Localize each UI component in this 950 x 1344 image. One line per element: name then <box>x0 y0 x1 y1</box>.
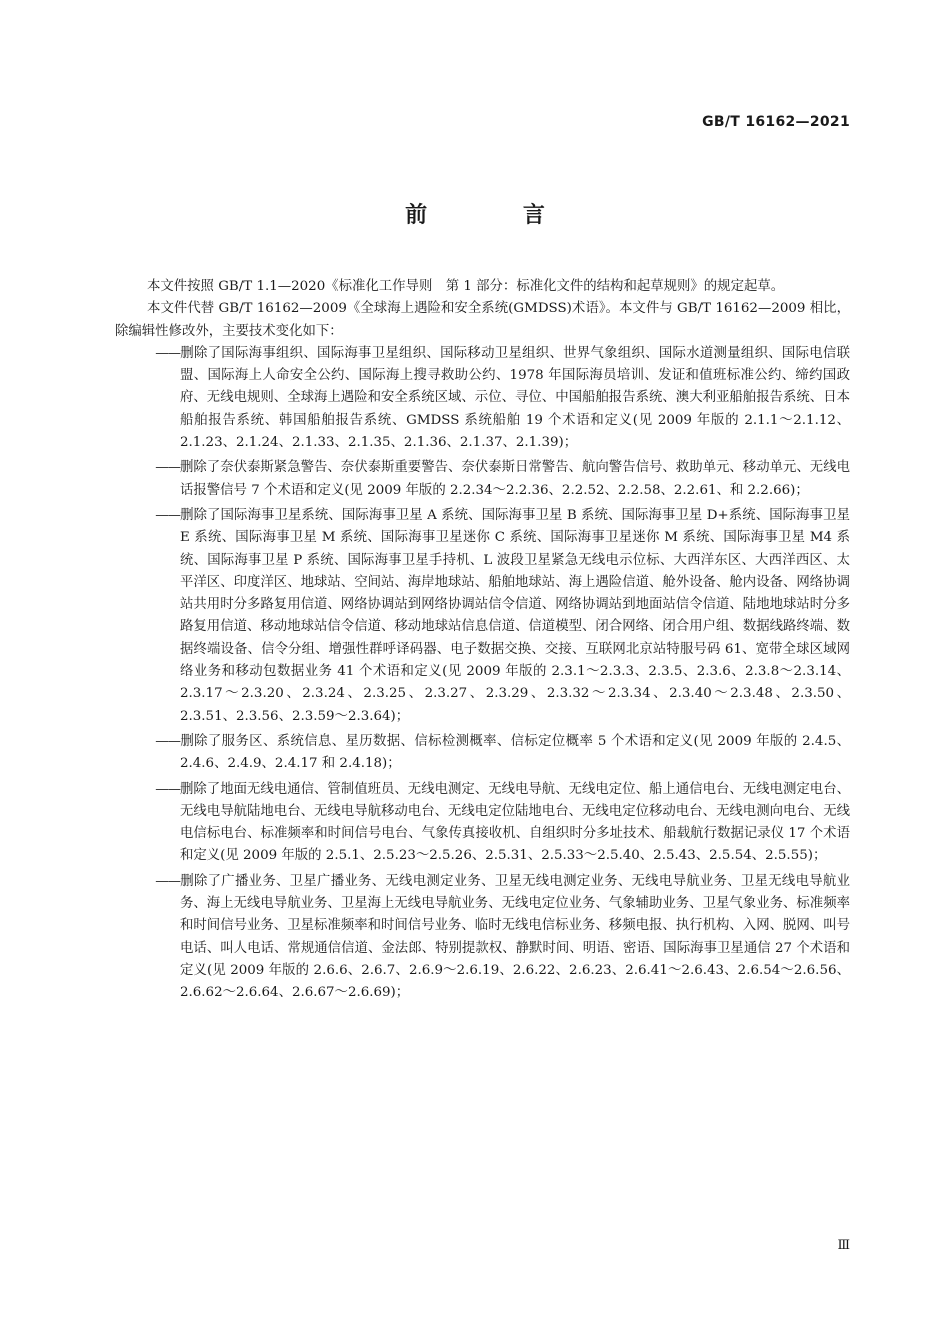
intro-paragraph: 本文件按照 GB/T 1.1—2020《标准化工作导则 第 1 部分：标准化文件的结构和起草规则》的规定起草。 <box>147 279 785 294</box>
change-item <box>115 343 850 454</box>
dash-marker: —— <box>155 460 180 476</box>
change-item-text: 删除了广播业务、卫星广播业务、无线电测定业务、卫星无线电测定业务、无线电导航业务、卫星无线电导航业务、海上无线电导航业务、卫星海上无线电导航业务、无线电定位业务、气象辅助业务、卫星气象业务、标准频率和时间信号业务、卫星标准频率和时间信号业务、临时无线电信标业务、移频电报、执行机构、入网、脱网、叫号电话、叫人电话、常规通信信道、金法郎、特别提款权、静默时间、明语、密语、国际海事卫星通信 27 个术语和定义(见 2009 年版的 2.6.6、2.6.7、2.6.9～2.6.19、2.6.22、2.6.23、2.6.41～2.6.43、2.6.54～2.6.56、2.6.62～2.6.64、2.6.67～2.6.69)； <box>180 873 850 1001</box>
change-item <box>115 731 850 776</box>
change-item-text: 删除了国际海事组织、国际海事卫星组织、国际移动卫星组织、世界气象组织、国际水道测量组织、国际电信联盟、国际海上人命安全公约、国际海上搜寻救助公约、1978 年国际海员培训、发证和值班标准公约、缔约国政府、无线电规则、全球海上遇险和安全系统区域、示位、寻位、中国船舶报告系统、澳大利亚船舶报告系统、日本船舶报告系统、韩国船舶报告系统、GMDSS 系统船舶 19 个术语和定义(见 2009 年版的 2.1.1～2.1.12、2.1.23、2.1.24、2.1.33、2.1.35、2.1.36、2.1.37、2.1.39)； <box>180 345 850 451</box>
change-item <box>115 871 850 1005</box>
change-item <box>115 779 850 868</box>
change-item-text: 删除了服务区、系统信息、星历数据、信标检测概率、信标定位概率 5 个术语和定义(见 2009 年版的 2.4.5、2.4.6、2.4.9、2.4.17 和 2.4.18)； <box>180 733 850 772</box>
dash-marker: —— <box>155 345 180 361</box>
foreword-body <box>115 276 850 1008</box>
change-item-text: 删除了国际海事卫星系统、国际海事卫星 A 系统、国际海事卫星 B 系统、国际海事卫星 D+系统、国际海事卫星 E 系统、国际海事卫星 M 系统、国际海事卫星迷你 C 系统、国际海事卫星迷你 M 系统、国际海事卫星 M4 系统、国际海事卫星 P 系统、国际海事卫星手持机、L 波段卫星紧急无线电示位标、大西洋东区、大西洋西区、太平洋区、印度洋区、地球站、空间站、海岸地球站、船舶地球站、海上遇险信道、舱外设备、舱内设备、网络协调站共用时分多路复用信道、网络协调站到网络协调站信令信道、网络协调站到地面站信令信道、陆地地球站时分多路复用信道、移动地球站信令信道、移动地球站信息信道、信道模型、闭合网络、闭合用户组、数据线路终端、数据终端设备、信令分组、增强性群呼译码器、电子数据交换、交接、互联网北京站特服号码 61、宽带全球区域网络业务和移动包数据业务 41 个术语和定义(见 2009 年版的 2.3.1～2.3.3、2.3.5、2.3.6、2.3.8～2.3.14、2.3.17～2.3.20、2.3.24、2.3.25、2.3.27、2.3.29、2.3.32～2.3.34、2.3.40～2.3.48、2.3.50、2.3.51、2.3.56、2.3.59～2.3.64)； <box>180 507 850 724</box>
dash-marker: —— <box>155 873 180 889</box>
change-item-text: 删除了奈伏泰斯紧急警告、奈伏泰斯重要警告、奈伏泰斯日常警告、航向警告信号、救助单元、移动单元、无线电话报警信号 7 个术语和定义(见 2009 年版的 2.2.34～2.2.36、2.2.52、2.2.58、2.2.61、和 2.2.66)； <box>180 460 850 498</box>
page-title: 前 言 <box>405 203 589 228</box>
dash-marker: —— <box>155 733 180 749</box>
intro-paragraph: 本文件代替 GB/T 16162—2009《全球海上遇险和安全系统(GMDSS)术语》。本文件与 GB/T 16162—2009 相比，除编辑性修改外，主要技术变化如下： <box>115 301 850 339</box>
dash-marker: —— <box>155 781 180 797</box>
page-number: Ⅲ <box>837 1238 850 1253</box>
document-code: GB/T 16162—2021 <box>702 114 850 130</box>
change-item <box>115 457 850 502</box>
change-item <box>115 505 850 728</box>
change-item-text: 删除了地面无线电通信、管制值班员、无线电测定、无线电导航、无线电定位、船上通信电台、无线电测定电台、无线电导航陆地电台、无线电导航移动电台、无线电定位陆地电台、无线电定位移动电台、无线电测向电台、无线电信标电台、标准频率和时间信号电台、气象传真接收机、自组织时分多址技术、船载航行数据记录仪 17 个术语和定义(见 2009 年版的 2.5.1、2.5.23～2.5.26、2.5.31、2.5.33～2.5.40、2.5.43、2.5.54、2.5.55)； <box>180 781 850 864</box>
dash-marker: —— <box>155 507 180 523</box>
